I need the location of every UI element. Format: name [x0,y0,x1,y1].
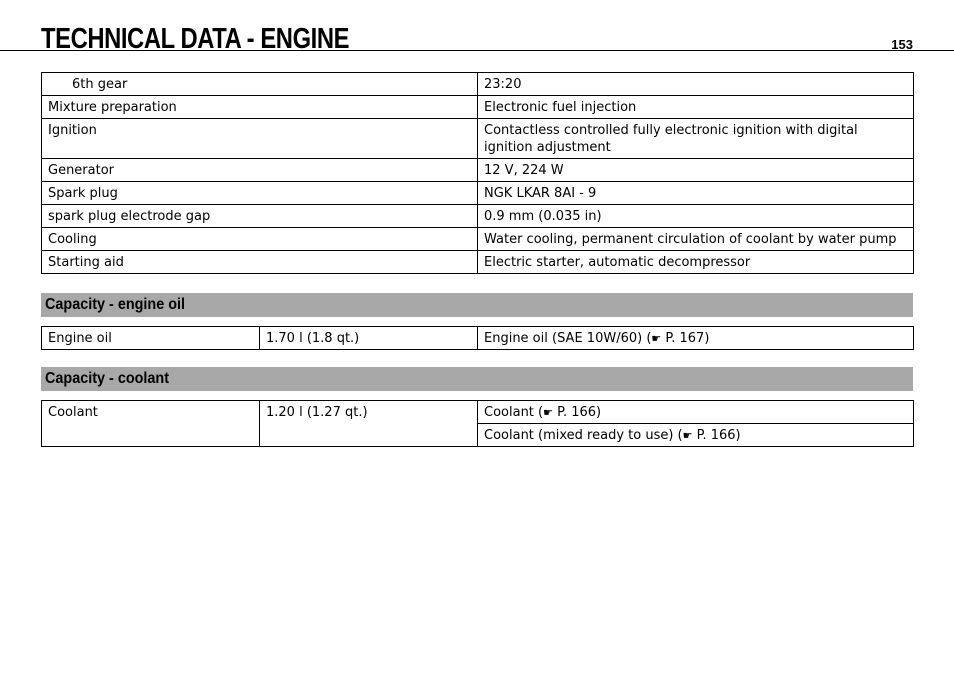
title-rule [0,50,954,51]
coolant-table [41,400,914,447]
row-value: NGK LKAR 8AI - 9 [478,182,914,205]
table-row [42,159,914,182]
coolant-amount: 1.20 l (1.27 qt.) [260,401,478,447]
row-value: Electronic fuel injection [478,96,914,119]
row-value: 12 V, 224 W [478,159,914,182]
page-reference-link[interactable]: P. 167) [665,331,710,346]
page-title: TECHNICAL DATA - ENGINE [41,23,350,55]
section-heading-text: Capacity - engine oil [45,296,186,313]
row-label: Mixture preparation [42,96,478,119]
row-label: Generator [42,159,478,182]
page-reference-link[interactable]: P. 166) [557,405,602,420]
oil-label: Engine oil [42,327,260,350]
section-heading-text: Capacity - coolant [45,370,170,387]
table-row [42,73,914,96]
section-heading-engine-oil [41,293,913,317]
table-row [42,119,914,159]
row-label: Starting aid [42,251,478,274]
row-label: 6th gear [42,73,478,96]
pointing-hand-icon: ☛ [682,429,693,442]
row-value: 23:20 [478,73,914,96]
oil-spec-text: Engine oil (SAE 10W/60) ( [484,331,652,346]
row-value: 0.9 mm (0.035 in) [478,205,914,228]
coolant-mixed-spec-text: Coolant (mixed ready to use) ( [484,428,683,443]
pointing-hand-icon: ☛ [543,406,553,419]
coolant-mixed-spec [478,424,914,447]
coolant-spec [478,401,914,424]
coolant-label: Coolant [42,401,260,447]
table-row [42,251,914,274]
table-row [42,228,914,251]
page-reference-link[interactable]: P. 166) [696,428,741,443]
coolant-spec-text: Coolant ( [484,405,544,420]
row-label: Spark plug [42,182,478,205]
table-row [42,96,914,119]
row-value: Electric starter, automatic decompressor [478,251,914,274]
row-label: spark plug electrode gap [42,205,478,228]
row-label: Ignition [42,119,478,159]
table-row [42,182,914,205]
row-value: Water cooling, permanent circulation of coolant by water pump [478,228,914,251]
table-row [42,327,914,350]
row-label: Cooling [42,228,478,251]
table-row [42,401,914,424]
section-heading-coolant [41,367,913,391]
engine-data-table [41,72,914,274]
oil-spec [478,327,914,350]
pointing-hand-icon: ☛ [651,332,662,345]
oil-amount: 1.70 l (1.8 qt.) [260,327,478,350]
row-value: Contactless controlled fully electronic ignition with digital ignition adjustment [478,119,914,159]
table-row [42,205,914,228]
page-number: 153 [891,37,913,52]
engine-oil-table [41,326,914,350]
